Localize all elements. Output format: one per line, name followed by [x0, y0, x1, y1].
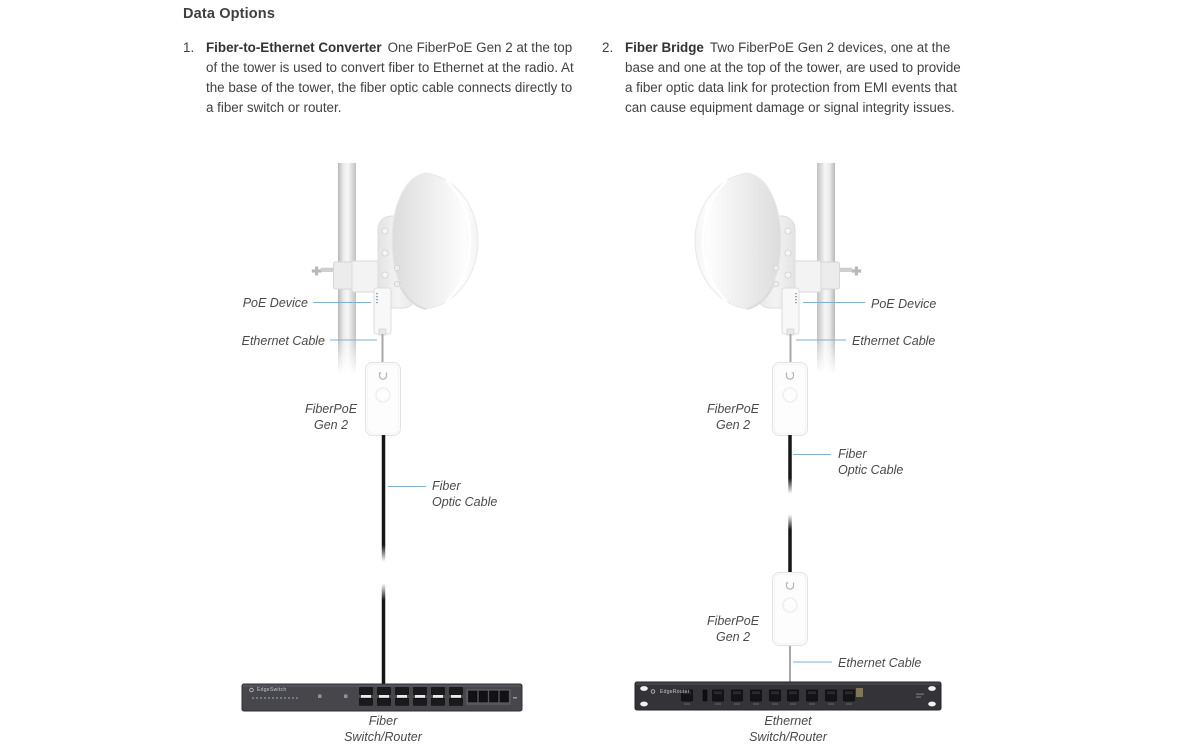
label-fiberpoe-top-right: FiberPoE Gen 2 — [706, 402, 760, 432]
label-fiberpoe-bottom-right: FiberPoE Gen 2 — [706, 614, 760, 644]
ethernet-router-device — [635, 682, 941, 710]
list-item-title: Fiber-to-Ethernet Converter — [206, 40, 382, 55]
list-item-fiber-to-ethernet — [183, 38, 578, 118]
list-item-body: Two FiberPoE Gen 2 devices, one at the base and one at the top of the tower, are used to provide a fiber optic data link for protection from EMI events that can cause equipment damage or signal integrity issues. — [625, 40, 961, 115]
ethernet-router-brand: EdgeRouter — [660, 689, 690, 695]
list-number: 1. — [183, 40, 195, 55]
list-item-fiber-bridge — [602, 38, 961, 118]
tower-antenna-left — [312, 163, 478, 436]
list-item-text — [625, 38, 961, 118]
fiberpoe-bottom-unit — [773, 573, 808, 646]
tower-antenna-right — [695, 163, 861, 436]
label-ethernet-cable-bottom-right: Ethernet Cable — [838, 656, 922, 670]
list-item-title: Fiber Bridge — [625, 40, 704, 55]
label-poe-device-left: PoE Device — [242, 296, 308, 310]
fiber-optic-cable-left — [377, 435, 390, 685]
caption-ethernet-router: Ethernet Switch/Router — [749, 714, 827, 744]
label-fiber-optic-cable-right: Fiber Optic Cable — [838, 447, 904, 477]
list-item-text — [206, 38, 578, 118]
fiber-optic-cable-right — [784, 435, 797, 574]
caption-fiber-switch: Fiber Switch/Router — [344, 714, 422, 744]
label-poe-device-right: PoE Device — [871, 297, 937, 311]
list-number: 2. — [602, 40, 614, 55]
page-title: Data Options — [183, 6, 276, 22]
list-item-body: One FiberPoE Gen 2 at the top of the tower is used to convert fiber to Ethernet at the radio. At the base of the tower, the fiber optic cable connects directly to a fiber switch or router. — [206, 40, 574, 115]
label-fiber-optic-cable-left: Fiber Optic Cable — [432, 479, 498, 509]
fiber-switch-brand: EdgeSwitch — [257, 687, 287, 693]
label-ethernet-cable-left: Ethernet Cable — [241, 334, 325, 348]
label-ethernet-cable-top-right: Ethernet Cable — [852, 334, 936, 348]
label-fiberpoe-left: FiberPoE Gen 2 — [304, 402, 358, 432]
